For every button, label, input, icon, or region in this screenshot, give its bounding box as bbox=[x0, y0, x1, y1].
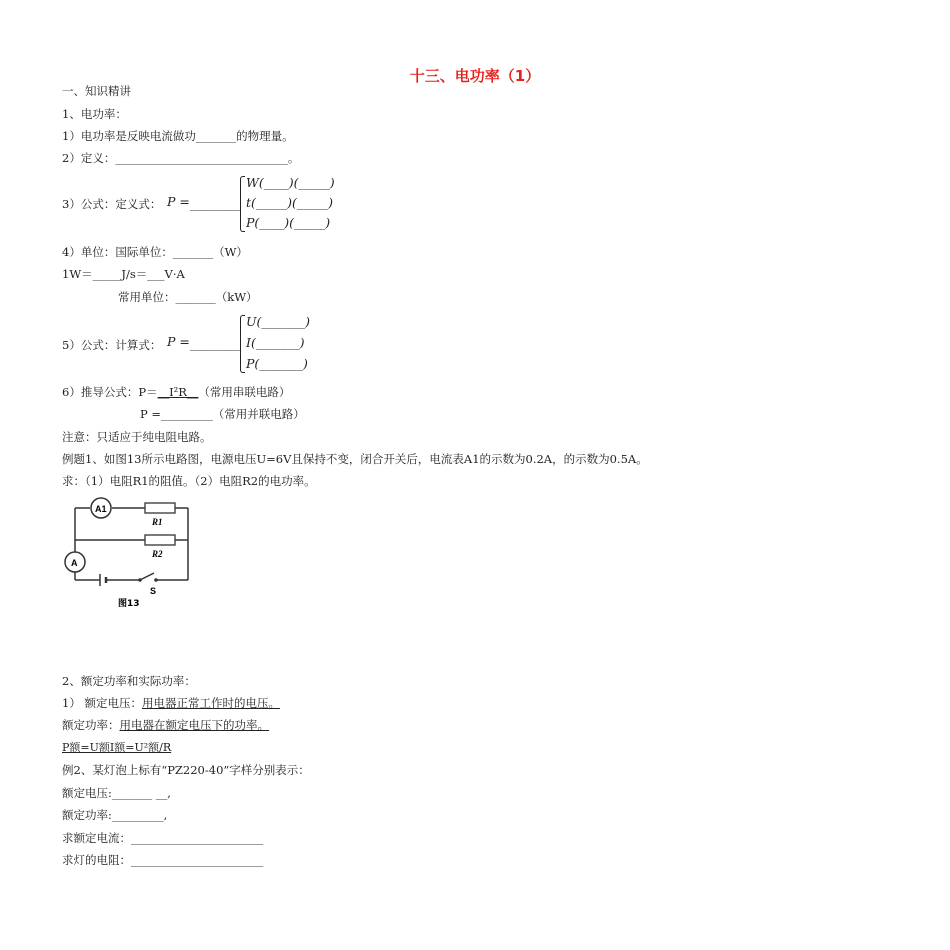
formula-p-equals-2: P = bbox=[167, 334, 190, 349]
section-2-heading: 2、额定功率和实际功率： bbox=[62, 674, 196, 688]
example-1: 例题1、如图13所示电路图，电源电压U=6V且保持不变，闭合开关后，电流表A1的示数为0.2A，的示数为0.5A。 bbox=[62, 452, 648, 466]
rated-power-label: 额定功率： bbox=[62, 718, 120, 732]
question-2-definition: 2）定义：______________________________。 bbox=[62, 151, 300, 165]
formula-p-equals: P = bbox=[167, 194, 190, 209]
r2-label: R2 bbox=[152, 549, 163, 559]
question-6-suffix: （常用串联电路） bbox=[198, 385, 291, 399]
r1-label: R1 bbox=[152, 517, 163, 527]
example-2-resistance: 求灯的电阻：_______________________ bbox=[62, 853, 264, 867]
section-heading: 一、知识精讲 bbox=[62, 84, 131, 98]
brace-5 bbox=[240, 315, 245, 373]
question-6-fill: __I²R__ bbox=[157, 385, 199, 399]
rated-power-line bbox=[62, 718, 269, 732]
brace-3 bbox=[240, 176, 245, 232]
question-5-label: 5）公式：计算式： bbox=[62, 338, 162, 352]
question-6 bbox=[62, 385, 290, 399]
rated-voltage-label: 1） 额定电压： bbox=[62, 696, 142, 710]
ammeter-a-label: A bbox=[71, 558, 78, 568]
question-6-prefix: 6）推导公式：P＝ bbox=[62, 385, 158, 399]
example-2-power: 额定功率:_________, bbox=[62, 808, 168, 822]
example-2-voltage: 额定电压:_______ __, bbox=[62, 786, 171, 800]
switch-label: S bbox=[150, 586, 157, 596]
common-unit: 常用单位：_______（kW） bbox=[118, 290, 258, 304]
item-electric-power: 1、电功率： bbox=[62, 107, 127, 121]
figure-caption: 图13 bbox=[118, 599, 140, 609]
formula-line-u: U(_______) bbox=[246, 314, 311, 329]
ammeter-a1-label: A1 bbox=[95, 504, 107, 514]
question-1: 1）电功率是反映电流做功_______的物理量。 bbox=[62, 129, 294, 143]
example-2-current: 求额定电流：_______________________ bbox=[62, 831, 264, 845]
unit-conversion: 1W＝_____J/s＝___V·A bbox=[62, 267, 185, 281]
note: 注意：只适应于纯电阻电路。 bbox=[62, 430, 212, 444]
example-1-ask: 求：（1）电阻R1的阻值。（2）电阻R2的电功率。 bbox=[62, 474, 316, 488]
question-4-unit: 4）单位：国际单位：_______（W） bbox=[62, 245, 248, 259]
switch bbox=[138, 578, 158, 582]
formula-blank: ________ bbox=[190, 196, 240, 211]
example-2: 例2、某灯泡上标有“PZ220-40”字样分别表示： bbox=[62, 763, 310, 777]
formula-line-i: I(_______) bbox=[246, 335, 305, 350]
battery bbox=[100, 574, 106, 586]
formula-line-p2: P(_______) bbox=[246, 356, 308, 371]
formula-line-w: W(____)(_____) bbox=[246, 175, 335, 190]
formula-line-t: t(_____)(_____) bbox=[246, 195, 334, 210]
rated-power-definition: 用电器在额定电压下的功率。 bbox=[119, 718, 269, 732]
page-title: 十三、电功率（1） bbox=[409, 67, 541, 85]
rated-voltage-line bbox=[62, 696, 280, 710]
circuit-diagram bbox=[60, 495, 200, 610]
rated-voltage-definition: 用电器正常工作时的电压。 bbox=[141, 696, 280, 710]
rated-power-formula: P额=U额I额=U²额/R bbox=[62, 741, 172, 754]
question-3-label: 3）公式：定义式： bbox=[62, 197, 162, 211]
formula-line-p: P(____)(_____) bbox=[246, 215, 331, 230]
resistor-r2 bbox=[145, 535, 175, 545]
question-6b: P =_________（常用并联电路） bbox=[140, 407, 305, 421]
formula-blank-2: ________ bbox=[190, 336, 240, 351]
resistor-r1 bbox=[145, 503, 175, 513]
